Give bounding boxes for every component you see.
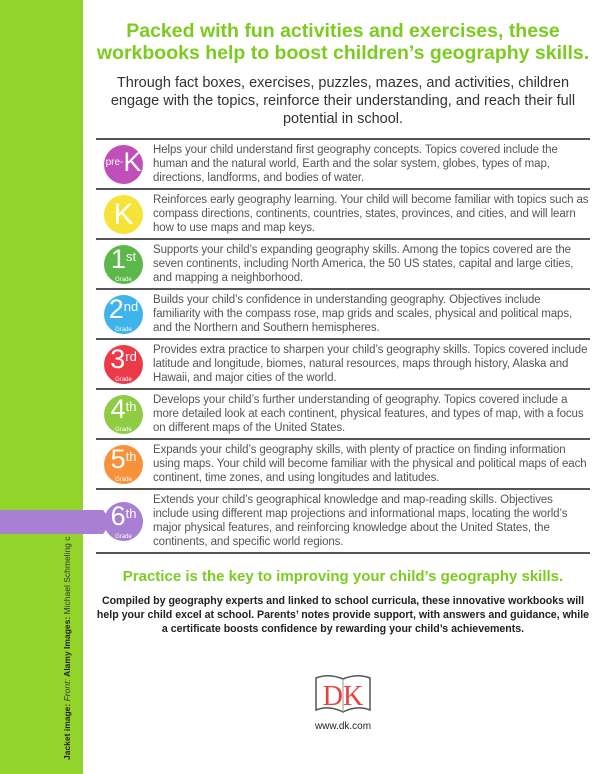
- badge-top: [110, 344, 137, 377]
- badge-suffix: th: [125, 449, 137, 464]
- badge-suffix: rd: [125, 349, 137, 364]
- credit-label: Jacket image:: [62, 703, 72, 760]
- level-list: [96, 138, 590, 554]
- badge-prefix: pre-: [105, 156, 124, 168]
- badge-number: 1: [110, 244, 126, 274]
- level-description: Helps your child understand first geography concepts. Topics covered include the human and the natural world, Earth and the solar system, globes, types of map, directions, landforms, and bodies of water.: [153, 144, 558, 184]
- badge-number: K: [123, 146, 142, 177]
- grade-badge: [104, 145, 143, 184]
- badge-top: [111, 444, 137, 477]
- badge-number: 4: [110, 394, 126, 424]
- badge-grade: Grade: [115, 377, 132, 383]
- compiled-paragraph: Compiled by geography experts and linked to school curricula, these innovative workbooks will help your child excel at school. Parents’ notes provide support, with answers and guidance, while a certificate boosts confidence by rewarding your child’s achievements.: [96, 595, 590, 635]
- badge-number: 5: [110, 444, 126, 474]
- headline: Packed with fun activities and exercises, these workbooks help to boost children’s geography skills.: [96, 20, 590, 64]
- badge-suffix: th: [125, 506, 137, 521]
- logo-area: [96, 672, 590, 733]
- level-description: Provides extra practice to sharpen your child’s geography skills. Topics covered include latitude and longitude, biomes, natural resources, maps through history, Alaska and Hawaii, and major cities of the world.: [153, 344, 588, 384]
- credit-text: Michael Schmeling c: [62, 536, 72, 615]
- level-row: [96, 190, 590, 240]
- level-row: [96, 240, 590, 290]
- level-row: [96, 390, 590, 440]
- badge-suffix: st: [125, 249, 137, 264]
- badge-grade: Grade: [115, 277, 132, 283]
- jacket-image-credit: [62, 536, 72, 760]
- dk-logo: [313, 672, 373, 716]
- badge-number: 6: [110, 501, 126, 531]
- badge-grade: Grade: [115, 534, 132, 540]
- credit-label: Alamy Images:: [62, 616, 72, 677]
- level-row: [96, 340, 590, 390]
- level-description: Develops your child’s further understanding of geography. Topics covered include a more detailed look at each continent, physical features, and types of map, with a focus on different maps of the United States.: [153, 394, 584, 434]
- badge-suffix: nd: [123, 299, 139, 314]
- grade-badge: [104, 395, 143, 434]
- credit-text: Front:: [62, 679, 72, 702]
- grade-badge: [104, 295, 143, 334]
- badge-grade: Grade: [115, 477, 132, 483]
- content-column: [96, 0, 590, 743]
- level-description: Extends your child’s geographical knowledge and map-reading skills. Objectives include using different map projections and informational maps, locating the world’s major physical features, and reinforcing knowledge about the United States, the continents, and specific world regions.: [153, 494, 568, 548]
- badge-top: [105, 146, 142, 180]
- level-description: Expands your child’s geography skills, with plenty of practice on finding information using maps. Your child will become familiar with the physical and political maps of each continent, time zones, and using longitudes and latitudes.: [153, 444, 587, 484]
- grade-badge: [104, 245, 143, 284]
- level-description: Supports your child’s expanding geography skills. Among the topics covered are the seven continents, including North America, the 50 US states, capital and large cities, and mapping a neighborhood.: [153, 244, 574, 284]
- badge-suffix: th: [125, 399, 137, 414]
- grade-badge: [104, 502, 143, 541]
- level-row: [96, 490, 590, 554]
- level-row: [96, 290, 590, 340]
- badge-number: 3: [110, 344, 126, 374]
- intro-paragraph: Through fact boxes, exercises, puzzles, mazes, and activities, children engage with the topics, reinforce their understanding, and reach their full potential in school.: [110, 75, 576, 127]
- badge-number: K: [113, 197, 134, 231]
- grade-badge: [104, 195, 143, 234]
- level-row: [96, 140, 590, 190]
- grade-badge: [104, 445, 143, 484]
- badge-top: [111, 394, 137, 427]
- badge-top: [109, 294, 139, 327]
- svg-text:DK: DK: [322, 681, 364, 712]
- badge-top: [111, 501, 137, 534]
- badge-grade: Grade: [115, 327, 132, 333]
- badge-top: [111, 244, 136, 277]
- level-description: Builds your child’s confidence in understanding geography. Objectives include familiarity with the compass rose, map grids and scales, physical and political maps, and the Northern and Southern hemispheres.: [153, 294, 573, 334]
- level-row: [96, 440, 590, 490]
- level-description: Reinforces early geography learning. Your child will become familiar with topics such as compass directions, continents, countries, states, provinces, and cities, and will learn how to use maps and map keys.: [153, 194, 589, 234]
- badge-number: 2: [108, 294, 124, 324]
- badge-grade: Grade: [115, 427, 132, 433]
- tagline: Practice is the key to improving your child’s geography skills.: [122, 568, 564, 585]
- grade-badge: [104, 345, 143, 384]
- website-url[interactable]: www.dk.com: [314, 721, 372, 732]
